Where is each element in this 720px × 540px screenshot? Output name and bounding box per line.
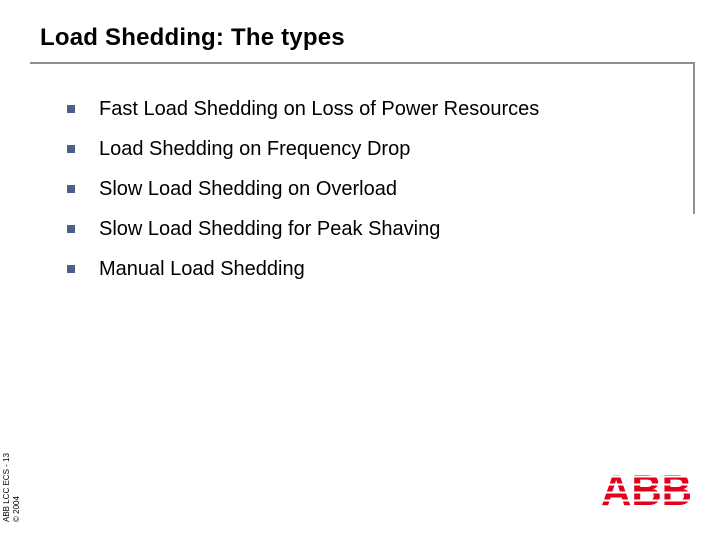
square-bullet-icon: [67, 265, 75, 273]
bullet-text: Slow Load Shedding on Overload: [99, 177, 397, 200]
title-rule-vertical: [693, 62, 695, 214]
footer-side-text: [2, 453, 22, 522]
bullet-text: Manual Load Shedding: [99, 257, 305, 280]
doc-reference: ABB LCC ECS - 13: [2, 453, 11, 522]
square-bullet-icon: [67, 105, 75, 113]
square-bullet-icon: [67, 185, 75, 193]
bullet-item: [67, 169, 539, 209]
title-rule-horizontal: [30, 62, 695, 64]
bullet-text: Load Shedding on Frequency Drop: [99, 137, 411, 160]
bullet-item: [67, 209, 539, 249]
copyright-notice: © 2004: [12, 496, 21, 522]
bullet-list: [67, 89, 539, 289]
slide-title: Load Shedding: The types: [40, 24, 345, 51]
bullet-text: Fast Load Shedding on Loss of Power Resources: [99, 97, 540, 120]
bullet-text: Slow Load Shedding for Peak Shaving: [99, 217, 441, 240]
bullet-item: [67, 249, 539, 289]
bullet-item: [67, 129, 539, 169]
abb-logo: [600, 468, 693, 507]
square-bullet-icon: [67, 145, 75, 153]
square-bullet-icon: [67, 225, 75, 233]
bullet-item: [67, 89, 539, 129]
